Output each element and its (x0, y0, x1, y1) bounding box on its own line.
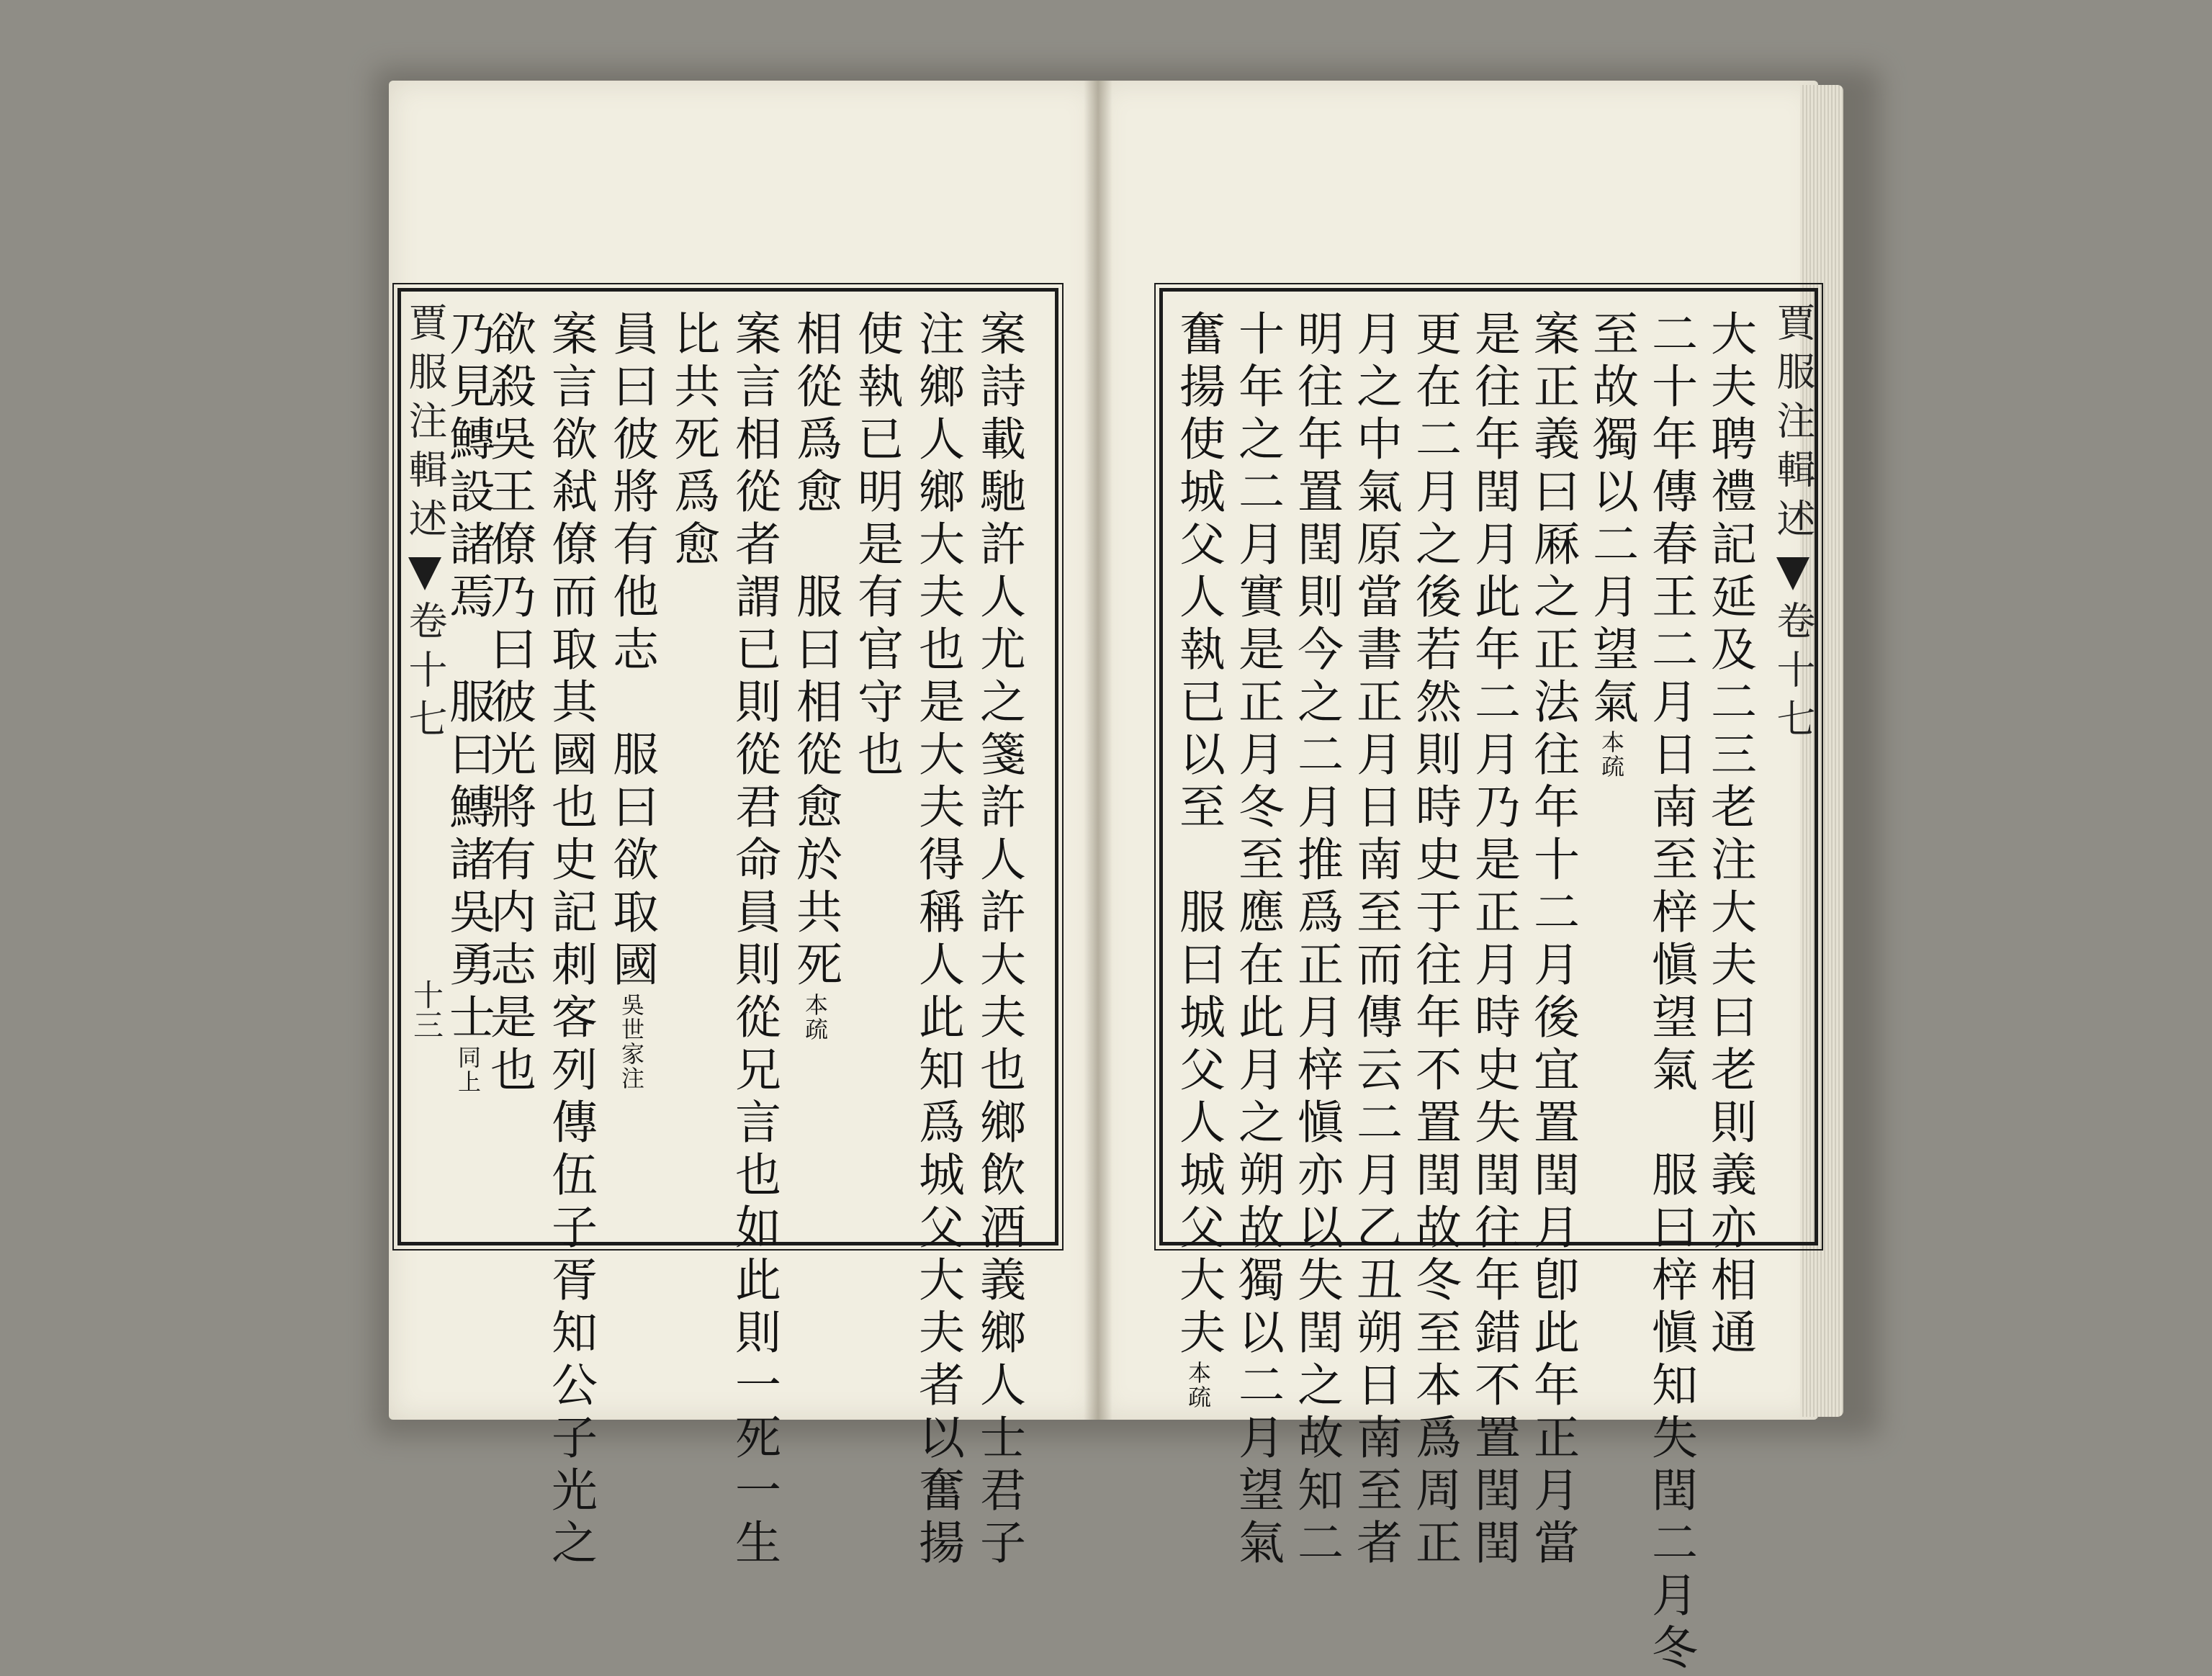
left-margin-title-text: 賈服注輯述 (403, 302, 448, 547)
left-col-7 (605, 310, 658, 1091)
right-margin-title (1766, 302, 1821, 747)
left-margin-volume: 卷十七 (403, 600, 448, 747)
right-col-10 (1172, 310, 1225, 1410)
left-col-4 (788, 310, 842, 1042)
fish-tail-mark-icon (1776, 557, 1809, 590)
right-col-6: 更在二月之後若然則時史于往年不置閏故冬至本爲周正 (1408, 310, 1461, 1571)
right-col-3-text: 至故獨以二月望氣 (1585, 310, 1638, 730)
fish-tail-mark-icon (408, 557, 441, 590)
left-folio: 十三 (409, 979, 444, 1040)
left-col-7-text: 員曰彼將有他志 服曰欲取國 (605, 310, 658, 993)
right-col-2: 二十年傳春王二月日南至梓愼望氣 服曰梓愼知失閏二月冬 (1644, 310, 1697, 1676)
right-col-8: 明往年置閏則今之二月推爲正月梓愼亦以失閏之故知二 (1290, 310, 1343, 1571)
left-col-4-note: 本疏 (801, 993, 829, 1042)
left-col-5: 案言相從者謂已則從君命員則從兄言也如此則一死一生 (727, 310, 781, 1571)
left-col-10-note: 同上 (454, 1045, 482, 1094)
book-gutter (1084, 81, 1112, 1420)
left-col-6: 比共死爲愈 (666, 310, 719, 572)
left-col-4-text: 相從爲愈 服曰相從愈於共死 (788, 310, 842, 993)
right-margin-volume: 卷十七 (1771, 600, 1816, 747)
right-col-10-note: 本疏 (1184, 1361, 1212, 1410)
right-col-3-note: 本疏 (1598, 730, 1625, 779)
right-col-7: 月之中氣原當書正月日南至而傳云二月乙丑朔日南至者 (1349, 310, 1402, 1571)
left-col-8: 案言欲弒僚而取其國也史記刺客列傳伍子胥知公子光之 (544, 310, 597, 1571)
right-col-10-text: 奮揚使城父人執已以至 服曰城父人城父大夫 (1172, 310, 1225, 1361)
left-col-9: 欲殺吳王僚乃曰彼光將有内志是也 (482, 310, 536, 1098)
right-col-1: 大夫聘禮記延及二三老注大夫曰老則義亦相通 (1703, 310, 1756, 1361)
left-col-7-note: 吳世家注 (618, 993, 645, 1091)
right-col-4: 案正義曰厤之正法往年十二月後宜置閏月卽此年正月當 (1526, 310, 1579, 1571)
left-col-1: 案詩載馳許人尤之箋許人許大夫也鄉飲酒義鄉人士君子 (972, 310, 1025, 1571)
right-col-5: 是往年閏月此年二月乃是正月時史失閏往年錯不置閏閏 (1467, 310, 1520, 1571)
left-col-10 (441, 310, 495, 1094)
left-col-2: 注鄉人鄉大夫也是大夫得稱人此知爲城父大夫者以奮揚 (911, 310, 964, 1571)
right-col-9: 十年之二月實是正月冬至應在此月之朔故獨以二月望氣 (1231, 310, 1284, 1571)
right-col-3 (1585, 310, 1638, 779)
left-col-10-text: 乃見鱄設諸焉 服曰鱄諸吳勇士 (441, 310, 495, 1045)
left-col-3: 使執已明是有官守也 (850, 310, 903, 783)
right-margin-title-text: 賈服注輯述 (1771, 302, 1816, 547)
